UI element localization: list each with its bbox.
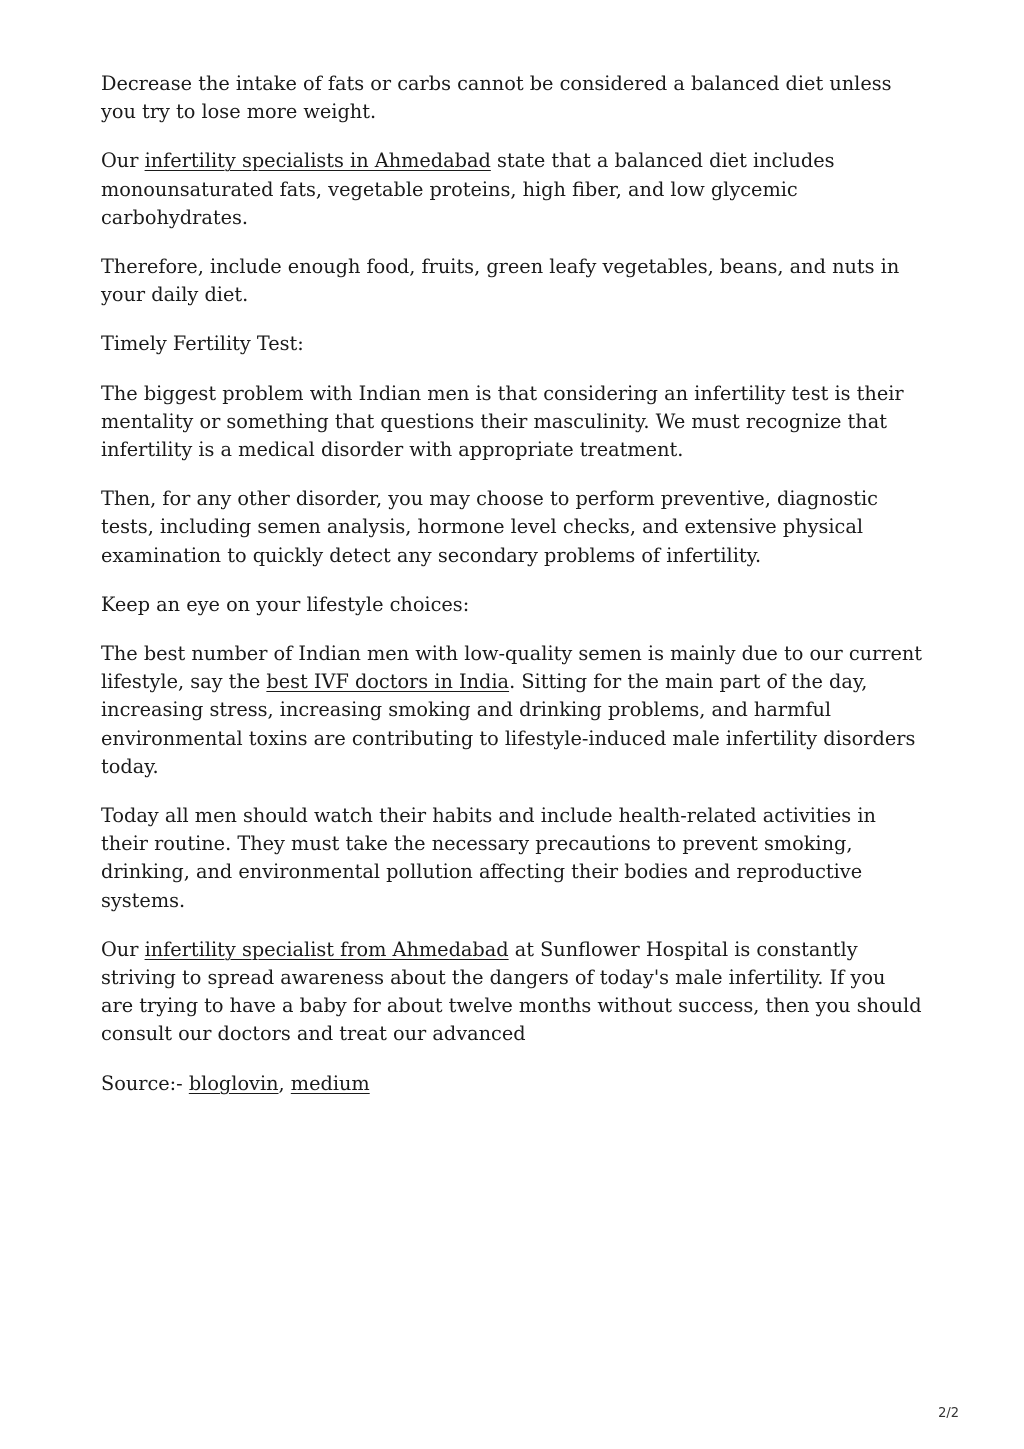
paragraph-specialists-diet — [101, 147, 923, 232]
page-number: 2/2 — [938, 1406, 959, 1421]
paragraph-balanced-diet-intro: Decrease the intake of fats or carbs cannot be considered a balanced diet unless you try to lose more weight. — [101, 72, 892, 124]
medium-link[interactable]: medium — [290, 1071, 370, 1095]
paragraph-text-after: at Sunflower Hospital is constantly striving to spread awareness about the dangers of today's male infertility. If you are trying to have a baby for about twelve months without success, then you should consult our doctors and treat our advanced — [101, 937, 922, 1046]
source-line — [101, 1070, 923, 1098]
paragraph-sunflower-hospital — [101, 936, 923, 1049]
paragraph-lifestyle-semen — [101, 640, 923, 781]
paragraph-indian-men-problem: The biggest problem with Indian men is that considering an infertility test is their mentality or something that questions their masculinity. We must recognize that infertility is a medical disorder with appropriate treatment. — [101, 381, 904, 462]
infertility-specialist-ahmedabad-link[interactable]: infertility specialist from Ahmedabad — [144, 937, 509, 961]
paragraph-text-before: The best number of Indian men with low-quality semen is mainly due to our current lifestyle, say the — [101, 642, 923, 694]
heading-lifestyle-choices: Keep an eye on your lifestyle choices: — [101, 592, 470, 616]
source-label: Source:- — [101, 1071, 189, 1095]
source-separator: , — [278, 1071, 291, 1095]
heading-timely-fertility-test: Timely Fertility Test: — [101, 332, 304, 356]
paragraph-text-before: Our — [101, 937, 145, 961]
best-ivf-doctors-india-link[interactable]: best IVF doctors in India — [266, 670, 510, 694]
document-page — [101, 70, 923, 1119]
paragraph-text-after: state that a balanced diet includes monounsaturated fats, vegetable proteins, high fiber, and low glycemic carbohydrates. — [101, 149, 835, 229]
bloglovin-link[interactable]: bloglovin — [188, 1071, 279, 1095]
infertility-specialists-ahmedabad-link[interactable]: infertility specialists in Ahmedabad — [144, 149, 491, 173]
paragraph-include-food: Therefore, include enough food, fruits, green leafy vegetables, beans, and nuts in your daily diet. — [101, 255, 900, 307]
paragraph-watch-habits: Today all men should watch their habits and include health-related activities in their routine. They must take the necessary precautions to prevent smoking, drinking, and environmental pollution affecting their bodies and reproductive systems. — [101, 804, 876, 912]
paragraph-text-before: Our — [101, 149, 145, 173]
paragraph-diagnostic-tests: Then, for any other disorder, you may choose to perform preventive, diagnostic tests, including semen analysis, hormone level checks, and extensive physical examination to quickly detect any secondary problems of infertility. — [101, 487, 878, 567]
paragraph-text-after: . Sitting for the main part of the day, increasing stress, increasing smoking and drinking problems, and harmful environmental toxins are contributing to lifestyle-induced male infertility disorders today. — [101, 670, 916, 778]
